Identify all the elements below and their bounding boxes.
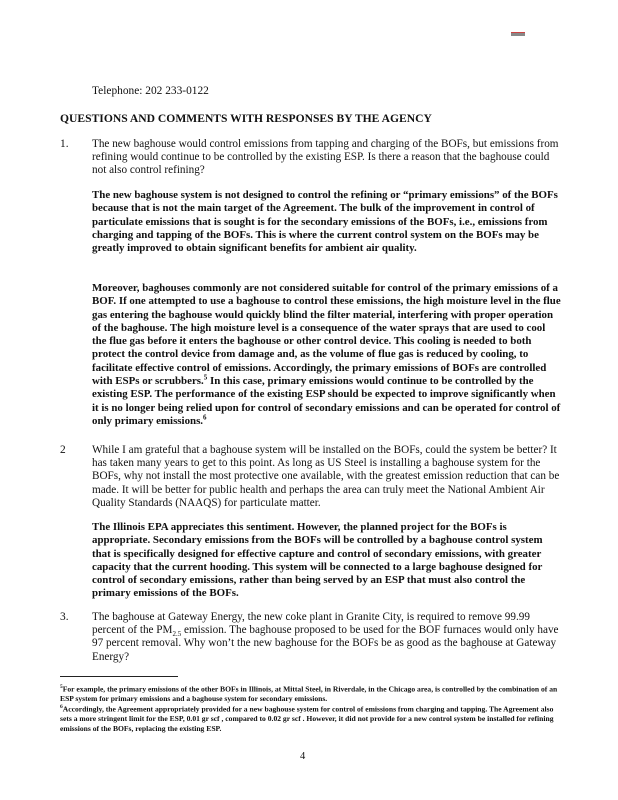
- answer-1-paragraph-2-tail: In this case, primary emissions would continue to be controlled by the existing ESP. The performance of the existing ESP should be expected to improve significantly when it is no longer being relied upon for control of secondary emissions and can be operated for control of only primary emissions.: [92, 375, 561, 427]
- footnote-6: [60, 703, 560, 733]
- footnote-5: [60, 683, 560, 704]
- answer-2-paragraph: The Illinois EPA appreciates this sentiment. However, the planned project for the BOFs is appropriate. Secondary emissions from the BOFs will be controlled by a baghouse control system that is specifically designed for effective capture and control of secondary emissions, with greater capacity that the current hooding. This system will be connected to a large baghouse designed for control of secondary emissions, rather than being served by an ESP that must also control the primary emissions of the BOFs.: [92, 521, 543, 600]
- question-3-text: [92, 611, 562, 664]
- pm-subscript: 2.5: [172, 630, 182, 639]
- question-3-text-b: emission. The baghouse proposed to be used for the BOF furnaces would only have 97 percent removal. Why won’t the new baghouse for the BOFs be as good as the baghouse at Gateway Energy?: [92, 624, 559, 663]
- question-3-number: 3.: [60, 611, 69, 623]
- document-stamp-mark: [511, 32, 525, 36]
- answer-1-paragraph-2: [92, 282, 562, 428]
- footnote-6-text: Accordingly, the Agreement appropriately provided for a new baghouse system for control of emissions from charging and tapping. The Agreement also sets a more stringent limit for the ESP, 0.01 gr scf , compared to 0.02 gr scf . However, it did not provide for a new control system be installed for refining emissions of the BOFs, replacing the existing ESP.: [60, 704, 554, 733]
- footnote-divider: [60, 676, 178, 677]
- question-1-number: 1.: [60, 138, 69, 150]
- footnote-ref-6: 6: [203, 413, 207, 422]
- page-number: 4: [300, 751, 306, 762]
- section-heading: QUESTIONS AND COMMENTS WITH RESPONSES BY THE AGENCY: [60, 112, 432, 125]
- answer-1-paragraph-2-main: Moreover, baghouses commonly are not considered suitable for control of the primary emissions of a BOF. If one attempted to use a baghouse to control these emissions, the high moisture level in the flue gas entering the baghouse would quickly blind the filter material, interfering with proper operation of the baghouse. The high moisture level is a consequence of the water sprays that are used to cool the flue gas before it enters the baghouse or other control device. This cooling is needed to both protect the control device from damage and, as the volume of flue gas is reduced by cooling, to facilitate effective control of emissions. Accordingly, the primary emissions of BOFs are controlled with ESPs or scrubbers.: [92, 282, 561, 388]
- telephone-line: Telephone: 202 233-0122: [92, 85, 209, 97]
- question-2-text: While I am grateful that a baghouse system will be installed on the BOFs, could the system be better? It has taken many years to get to this point. As long as US Steel is installing a baghouse system for the BOFs, why not install the most protective one available, with the greatest emission reduction that can be made. It will be better for public health and perhaps the area can truly meet the National Ambient Air Quality Standards (NAAQS) for particulate matter.: [92, 444, 560, 509]
- footnote-ref-5: 5: [203, 373, 208, 382]
- question-3-text-a: The baghouse at Gateway Energy, the new coke plant in Granite City, is required to remove 99.99 percent of the PM: [92, 611, 530, 637]
- question-2-number: 2: [60, 444, 66, 456]
- footnote-6-marker: 6: [60, 704, 63, 710]
- question-1-text: The new baghouse would control emissions from tapping and charging of the BOFs, but emissions from refining would continue to be controlled by the existing ESP. Is there a reason that the baghouse could not also control refining?: [92, 138, 559, 177]
- footnote-5-marker: 5: [60, 684, 63, 690]
- footnote-5-text: For example, the primary emissions of the other BOFs in Illinois, at Mittal Steel, in Riverdale, in the Chicago area, is controlled by the combination of an ESP system for primary emissions and a baghouse system for secondary emissions.: [60, 684, 558, 704]
- answer-1-paragraph-1: The new baghouse system is not designed to control the refining or “primary emissions” of the BOFs because that is not the main target of the Agreement. The bulk of the improvement in control of particulate emissions that is sought is for the secondary emissions of the BOFs, i.e., emissions from charging and tapping of the BOFs. This is where the current control system on the BOFs may be greatly improved to obtain significant benefits for ambient air quality.: [92, 189, 558, 255]
